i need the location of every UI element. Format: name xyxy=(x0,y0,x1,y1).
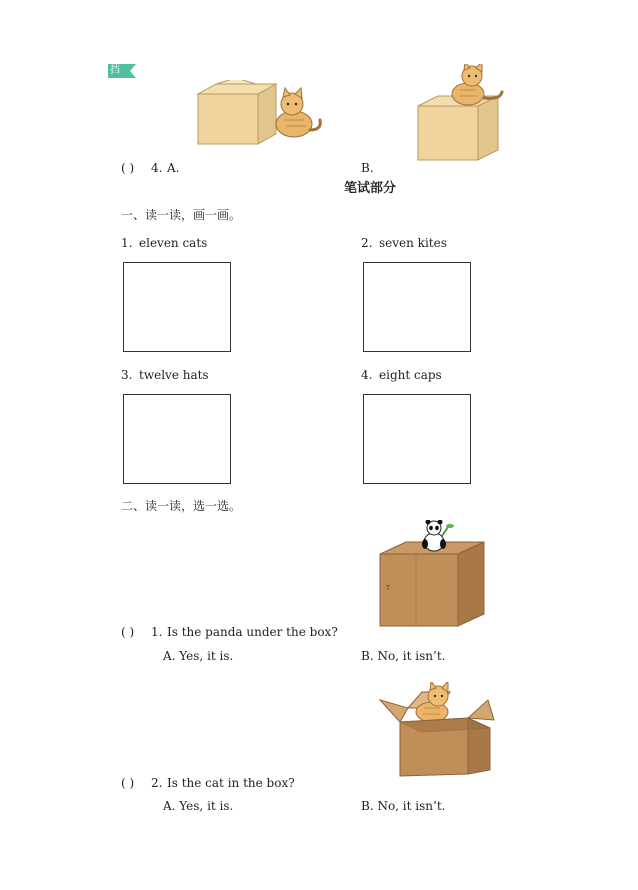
drawing-box-4[interactable] xyxy=(363,394,471,484)
draw-item-2-number: 2. xyxy=(361,236,373,250)
cat-in-box-icon xyxy=(378,682,498,778)
section2-heading: 二、读一读，选一选。 xyxy=(121,499,242,513)
cat-beside-box-icon xyxy=(196,80,326,148)
q2-answer-blank[interactable]: ( ) xyxy=(121,776,135,790)
q1-option-b: B. No, it isn’t. xyxy=(361,649,446,663)
q4-option-a-label: A. xyxy=(167,161,180,175)
section1-heading: 一、读一读，画一画。 xyxy=(121,208,242,222)
q1-question: Is the panda under the box? xyxy=(167,625,338,639)
corner-tab-text: 挡 xyxy=(110,65,120,76)
q2-option-b: B. No, it isn’t. xyxy=(361,799,446,813)
q1-answer-blank[interactable]: ( ) xyxy=(121,625,135,639)
written-part-title: 笔试部分 xyxy=(344,181,397,196)
draw-item-3-text: twelve hats xyxy=(139,368,209,382)
draw-item-2-text: seven kites xyxy=(379,236,447,250)
q1-number: 1. xyxy=(151,625,163,639)
q2-question: Is the cat in the box? xyxy=(167,776,295,790)
q1-option-a: A. Yes, it is. xyxy=(163,649,234,663)
drawing-box-2[interactable] xyxy=(363,262,471,352)
draw-item-1-number: 1. xyxy=(121,236,133,250)
q4-number: 4. xyxy=(151,161,163,175)
q4-answer-blank[interactable]: ( ) xyxy=(121,161,135,175)
q2-number: 2. xyxy=(151,776,163,790)
draw-item-4-text: eight caps xyxy=(379,368,442,382)
drawing-box-3[interactable] xyxy=(123,394,231,484)
drawing-box-1[interactable] xyxy=(123,262,231,352)
draw-item-1-text: eleven cats xyxy=(139,236,208,250)
draw-item-3-number: 3. xyxy=(121,368,133,382)
cat-on-box-icon xyxy=(416,64,506,162)
draw-item-4-number: 4. xyxy=(361,368,373,382)
svg-text:T: T xyxy=(386,584,391,592)
q2-option-a: A. Yes, it is. xyxy=(163,799,234,813)
panda-on-box-icon xyxy=(376,520,488,630)
q4-option-b-label: B. xyxy=(361,161,374,175)
